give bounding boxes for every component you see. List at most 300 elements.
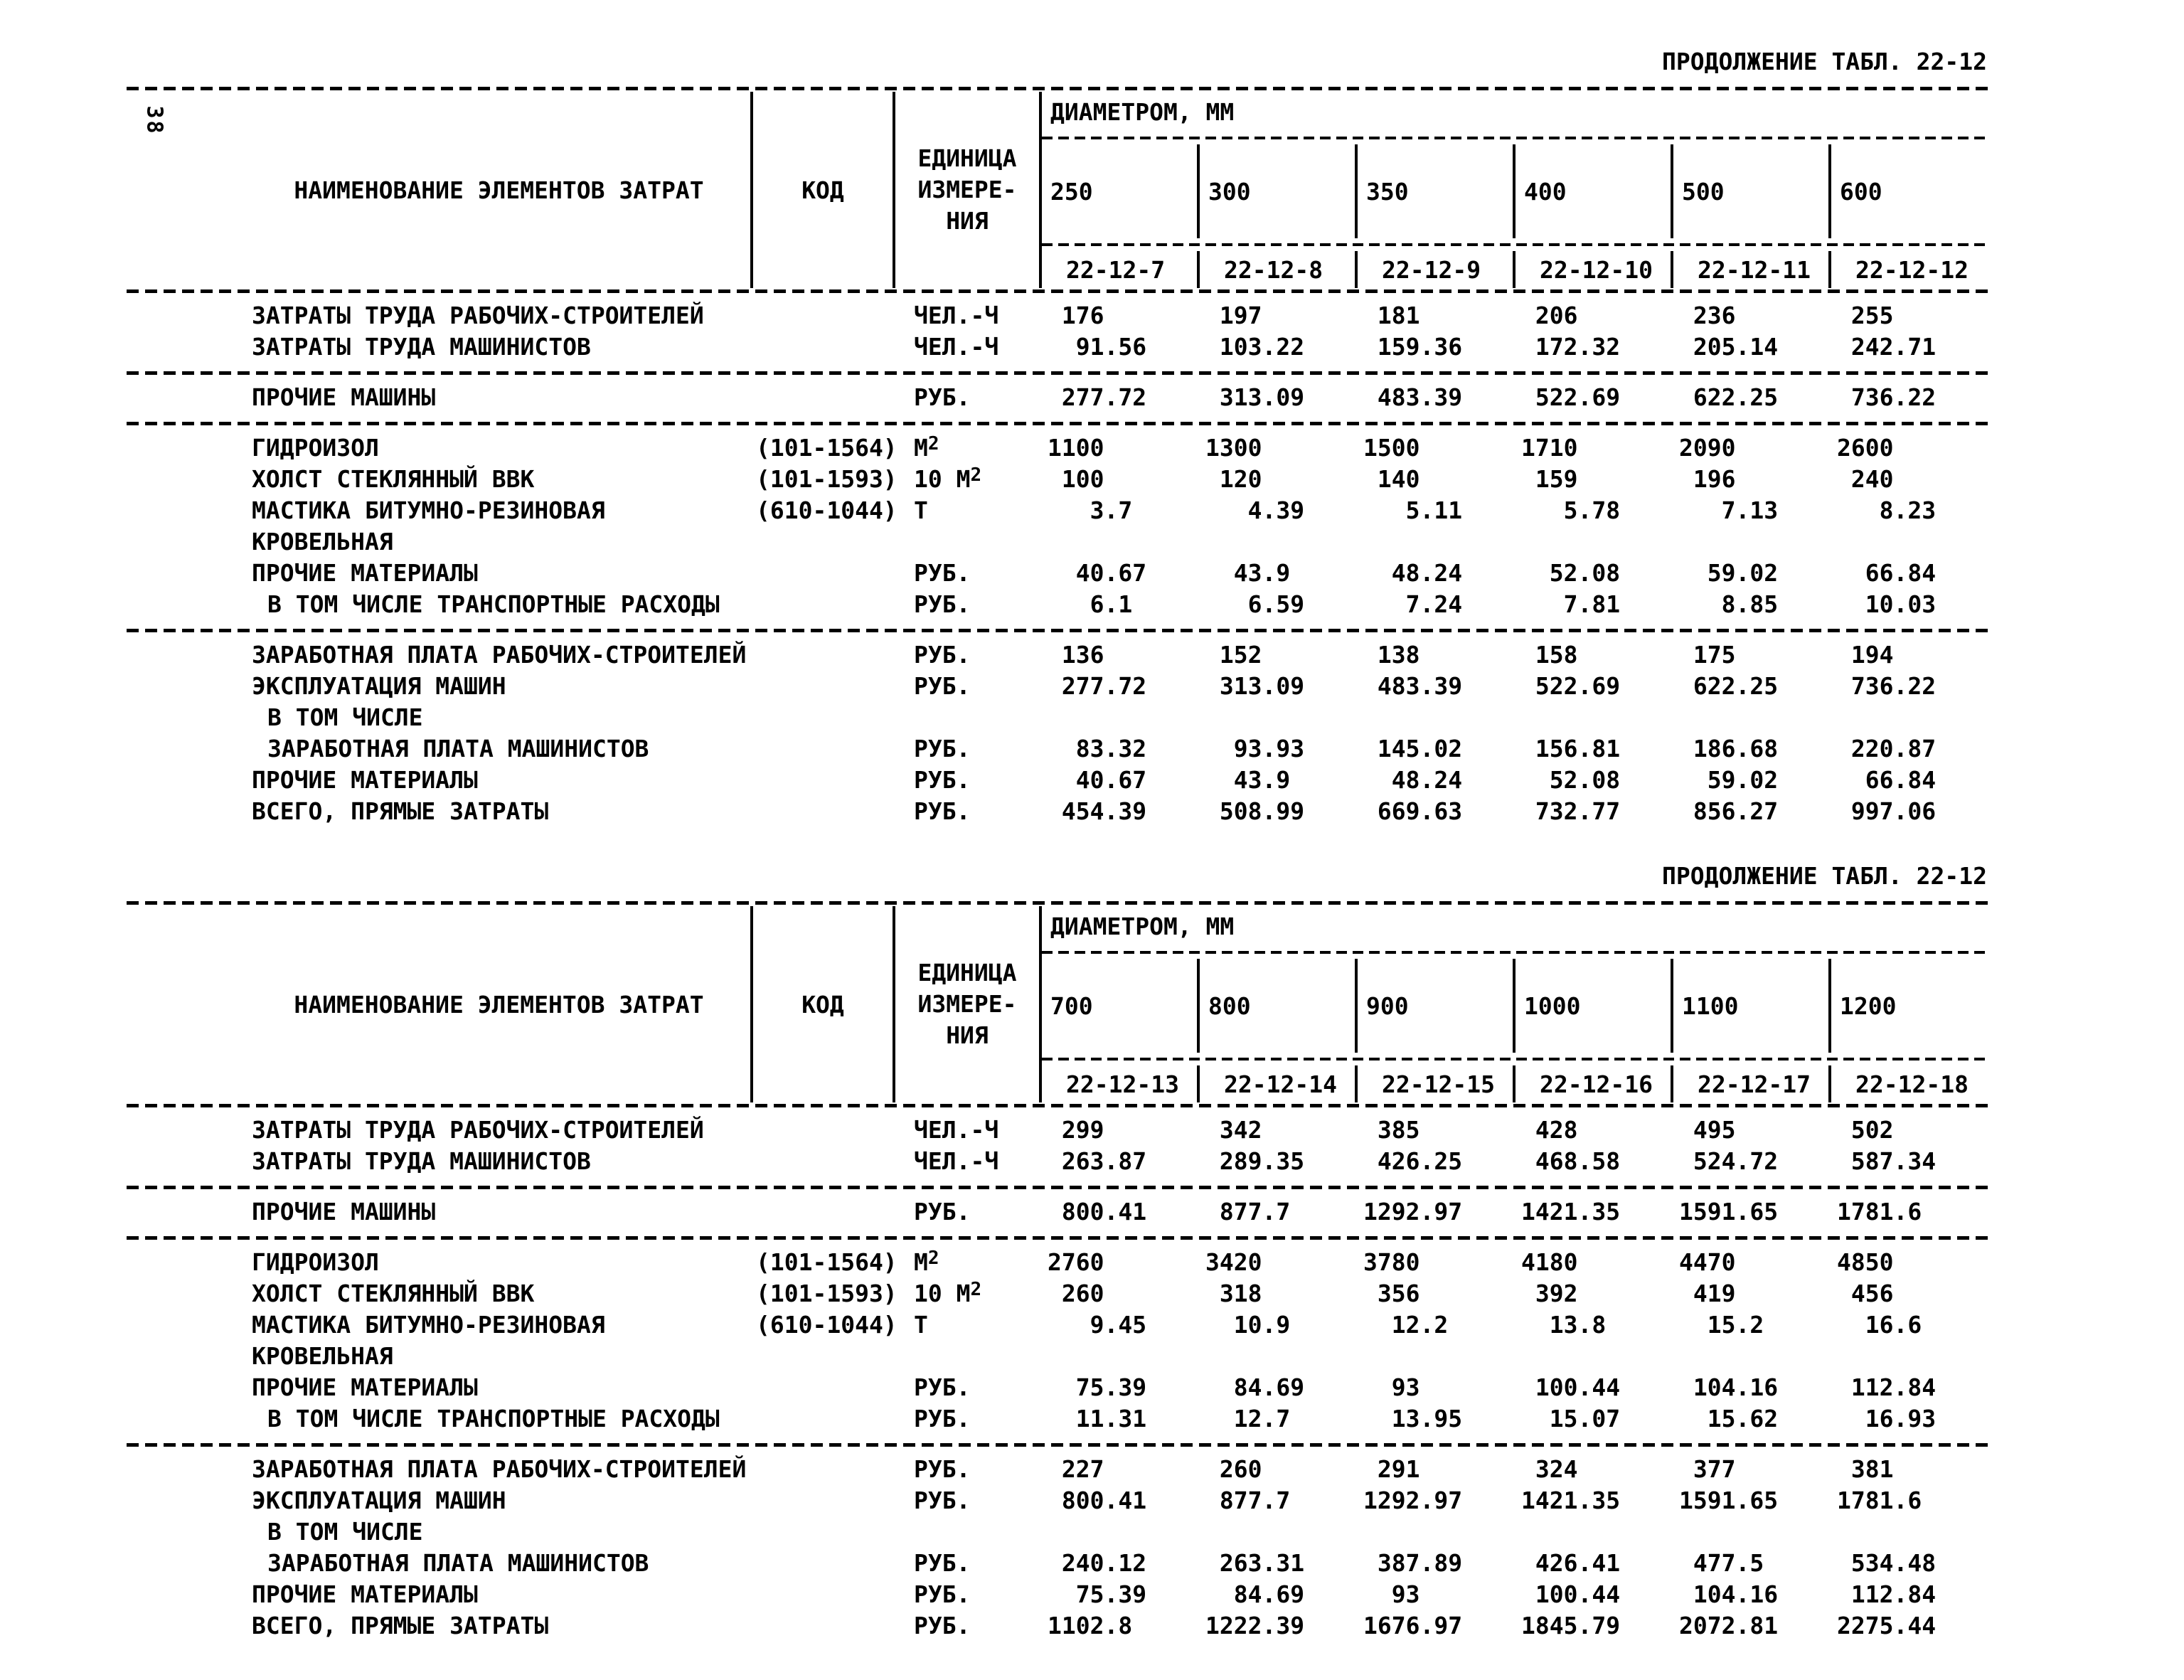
row-value: 75.39 [1048,1580,1147,1608]
table-row [127,432,1991,464]
table-row [127,796,1991,827]
table-row [127,526,1991,558]
row-unit [893,702,1039,733]
diameter-header: 500 [1671,144,1828,238]
row-value: 1300 [1205,434,1262,462]
row-code [750,1485,893,1516]
row-value: 1591.65 [1679,1487,1779,1514]
table-row [127,1403,1991,1435]
row-value: 59.02 [1679,766,1779,794]
row-value: 3.7 [1048,496,1133,524]
table-row [127,1454,1991,1485]
row-value: 52.08 [1521,559,1621,587]
row-value: 172.32 [1521,333,1621,361]
table-row [127,1196,1991,1228]
row-value: 289.35 [1205,1147,1305,1175]
rate-code-header: 22-12-7 [1039,251,1197,288]
table-row [127,1146,1991,1177]
rate-code-header: 22-12-16 [1513,1065,1671,1102]
row-name: КРОВЕЛЬНАЯ [252,528,393,555]
row-unit: Т [914,1311,928,1339]
row-unit: $М^2$ [914,1248,939,1276]
table-row [127,589,1991,620]
row-value: 468.58 [1521,1147,1621,1175]
row-name: ПРОЧИЕ МАТЕРИАЛЫ [252,766,478,794]
row-value: 2600 [1837,434,1894,462]
row-value: 426.25 [1363,1147,1463,1175]
row-value: 456 [1837,1280,1894,1307]
row-value: 997.06 [1837,797,1937,825]
row-value: 483.39 [1363,383,1463,411]
row-unit: ЧЕЛ.-Ч [914,302,999,329]
row-value: 181 [1363,302,1420,329]
row-value: 196 [1679,465,1736,493]
row-value: 83.32 [1048,735,1147,762]
diameter-header: 300 [1197,144,1355,238]
row-value: 3420 [1205,1248,1262,1276]
row-name: ХОЛСТ СТЕКЛЯННЫЙ ВВК [252,1280,535,1307]
table-top-rule [127,901,1991,905]
row-name: ХОЛСТ СТЕКЛЯННЫЙ ВВК [252,465,535,493]
row-value: 11.31 [1048,1405,1147,1432]
row-value: 1421.35 [1521,1198,1621,1226]
table-row [127,558,1991,589]
table-section [127,1107,1991,1186]
row-code [750,671,893,702]
row-unit: РУБ. [914,1612,971,1639]
row-code [750,1372,893,1403]
row-name: ПРОЧИЕ МАТЕРИАЛЫ [252,559,478,587]
row-unit: РУБ. [914,641,971,669]
table-row [127,464,1991,495]
row-value: 392 [1521,1280,1578,1307]
header-unit-line: ЕДИНИЦА [917,959,1017,987]
row-name: ЗАРАБОТНАЯ ПЛАТА МАШИНИСТОВ [267,1549,649,1577]
table-row [127,382,1991,413]
row-value: 522.69 [1521,672,1621,700]
row-value: 158 [1521,641,1578,669]
row-value: 622.25 [1679,672,1779,700]
row-value: 1292.97 [1363,1487,1463,1514]
row-value: 159.36 [1363,333,1463,361]
row-unit: 10 $М^2$ [914,464,982,493]
row-name: КРОВЕЛЬНАЯ [252,1342,393,1370]
row-value: 120 [1205,465,1262,493]
row-value: 377 [1679,1455,1736,1483]
row-value: 59.02 [1679,559,1779,587]
row-name: ЗАТРАТЫ ТРУДА МАШИНИСТОВ [252,1147,591,1175]
row-name: ГИДРОИЗОЛ [252,434,379,462]
row-value: 2090 [1679,434,1736,462]
row-value: 4470 [1679,1248,1736,1276]
header-divider [1039,1053,1986,1065]
header-name-label: НАИМЕНОВАНИЕ ЭЛЕМЕНТОВ ЗАТРАТ [294,176,704,204]
rate-code-header: 22-12-9 [1355,251,1513,288]
row-value: 159 [1521,465,1578,493]
diameter-header: 400 [1513,144,1671,238]
table-body [127,293,1991,836]
row-code: (101-1593) [756,465,897,493]
table-row [127,1115,1991,1146]
table-row [127,1579,1991,1610]
row-value: 206 [1521,302,1578,329]
row-name: В ТОМ ЧИСЛЕ [267,1518,423,1546]
rate-code-header: 22-12-11 [1671,251,1828,288]
table-row [127,1309,1991,1341]
row-name: ПРОЧИЕ МАТЕРИАЛЫ [252,1580,478,1608]
table-row [127,733,1991,765]
header-diameter-group-label: ДИАМЕТРОМ, ММ [1039,906,1986,946]
diameter-header: 350 [1355,144,1513,238]
row-value: 800.41 [1048,1487,1147,1514]
row-code [750,331,893,363]
table-section [127,1240,1991,1443]
row-value: 263.87 [1048,1147,1147,1175]
row-value: 240.12 [1048,1549,1147,1577]
row-value: 175 [1679,641,1736,669]
row-value: 877.7 [1205,1198,1291,1226]
row-code [750,1454,893,1485]
diameter-header: 600 [1828,144,1986,238]
row-value: 495 [1679,1116,1736,1144]
row-value: 3780 [1363,1248,1420,1276]
row-value: 13.95 [1363,1405,1463,1432]
document-sheet [127,46,1991,1650]
row-name: ЗАТРАТЫ ТРУДА РАБОЧИХ-СТРОИТЕЛЕЙ [252,1116,704,1144]
row-name: В ТОМ ЧИСЛЕ ТРАНСПОРТНЫЕ РАСХОДЫ [267,1405,720,1432]
row-value: 236 [1679,302,1736,329]
row-value: 227 [1048,1455,1104,1483]
row-value: 1591.65 [1679,1198,1779,1226]
row-unit: РУБ. [914,1198,971,1226]
table-row [127,331,1991,363]
row-value: 1500 [1363,434,1420,462]
row-value: 12.2 [1363,1311,1449,1339]
row-value: 356 [1363,1280,1420,1307]
header-unit-line: ЕДИНИЦА [917,144,1017,172]
row-name: ПРОЧИЕ МАШИНЫ [252,383,436,411]
row-code [750,765,893,796]
row-value: 277.72 [1048,672,1147,700]
row-name: ЗАРАБОТНАЯ ПЛАТА РАБОЧИХ-СТРОИТЕЛЕЙ [252,1455,747,1483]
row-value: 428 [1521,1116,1578,1144]
row-value: 16.93 [1837,1405,1937,1432]
table-row [127,702,1991,733]
row-value: 140 [1363,465,1420,493]
row-value: 736.22 [1837,383,1937,411]
page-number: 38 [142,105,167,136]
row-value: 240 [1837,465,1894,493]
row-code [750,1403,893,1435]
cost-table-continuation-2 [127,860,1991,1650]
row-value: 260 [1048,1280,1104,1307]
table-header [127,92,1991,288]
table-section [127,425,1991,629]
row-value: 1421.35 [1521,1487,1621,1514]
row-name: В ТОМ ЧИСЛЕ [267,703,423,731]
rate-code-header: 22-12-18 [1828,1065,1986,1102]
row-name: ВСЕГО, ПРЯМЫЕ ЗАТРАТЫ [252,797,549,825]
row-name: ЗАРАБОТНАЯ ПЛАТА РАБОЧИХ-СТРОИТЕЛЕЙ [252,641,747,669]
row-value: 145.02 [1363,735,1463,762]
table-header [127,906,1991,1102]
row-value: 43.9 [1205,559,1291,587]
row-value: 100 [1048,465,1104,493]
rate-code-header: 22-12-15 [1355,1065,1513,1102]
row-value: 152 [1205,641,1262,669]
row-unit: ЧЕЛ.-Ч [914,1116,999,1144]
header-unit-line: НИЯ [946,1021,989,1049]
table-caption: ПРОДОЛЖЕНИЕ ТАБЛ. 22-12 [1662,48,1987,75]
row-name: ЗАТРАТЫ ТРУДА РАБОЧИХ-СТРОИТЕЛЕЙ [252,302,704,329]
row-value: 10.9 [1205,1311,1291,1339]
table-row [127,300,1991,331]
row-name: ГИДРОИЗОЛ [252,1248,379,1276]
header-unit-line: НИЯ [946,207,989,235]
rate-code-header: 22-12-10 [1513,251,1671,288]
row-value: 1676.97 [1363,1612,1463,1639]
row-value: 1222.39 [1205,1612,1305,1639]
row-name: ЗАРАБОТНАЯ ПЛАТА МАШИНИСТОВ [267,735,649,762]
row-value: 138 [1363,641,1420,669]
header-code-label: КОД [750,906,893,1102]
row-value: 524.72 [1679,1147,1779,1175]
header-divider [1039,946,1986,959]
row-value: 877.7 [1205,1487,1291,1514]
row-value: 4850 [1837,1248,1894,1276]
row-code [750,639,893,671]
table-section [127,632,1991,836]
row-value: 4.39 [1205,496,1305,524]
row-value: 48.24 [1363,559,1463,587]
diameter-header: 900 [1355,959,1513,1053]
table-row [127,671,1991,702]
row-value: 112.84 [1837,1373,1937,1401]
row-unit: РУБ. [914,1405,971,1432]
row-code [750,1196,893,1228]
table-row [127,1247,1991,1278]
row-code [750,702,893,733]
row-value: 318 [1205,1280,1262,1307]
rate-code-header: 22-12-17 [1671,1065,1828,1102]
table-section [127,293,1991,371]
row-value: 387.89 [1363,1549,1463,1577]
table-row [127,1372,1991,1403]
row-name: МАСТИКА БИТУМНО-РЕЗИНОВАЯ [252,1311,605,1339]
row-value: 7.13 [1679,496,1779,524]
row-code: (101-1564) [756,434,897,462]
row-value: 15.62 [1679,1405,1779,1432]
row-value: 91.56 [1048,333,1147,361]
row-unit: РУБ. [914,1373,971,1401]
row-code [750,382,893,413]
header-unit-label [893,92,1039,288]
row-value: 502 [1837,1116,1894,1144]
rate-code-header: 22-12-8 [1197,251,1355,288]
row-value: 587.34 [1837,1147,1937,1175]
row-name: ПРОЧИЕ МАШИНЫ [252,1198,436,1226]
row-unit: ЧЕЛ.-Ч [914,1147,999,1175]
row-value: 255 [1837,302,1894,329]
row-value: 103.22 [1205,333,1305,361]
row-value: 93.93 [1205,735,1305,762]
row-value: 7.81 [1521,590,1621,618]
row-code [750,1115,893,1146]
row-value: 93 [1363,1373,1420,1401]
diameter-header: 800 [1197,959,1355,1053]
row-value: 52.08 [1521,766,1621,794]
row-code [750,1610,893,1642]
row-value: 1100 [1048,434,1104,462]
row-unit: РУБ. [914,559,971,587]
row-value: 291 [1363,1455,1420,1483]
row-name: ПРОЧИЕ МАТЕРИАЛЫ [252,1373,478,1401]
row-value: 8.85 [1679,590,1779,618]
row-value: 8.23 [1837,496,1937,524]
row-unit: РУБ. [914,672,971,700]
row-value: 12.7 [1205,1405,1291,1432]
row-unit [893,1516,1039,1548]
row-value: 732.77 [1521,797,1621,825]
row-value: 194 [1837,641,1894,669]
row-value: 112.84 [1837,1580,1937,1608]
row-value: 156.81 [1521,735,1621,762]
row-value: 136 [1048,641,1104,669]
cost-table-continuation-1 [127,46,1991,836]
header-diameter-group-label: ДИАМЕТРОМ, ММ [1039,92,1986,132]
row-value: 84.69 [1205,1373,1305,1401]
row-value: 4180 [1521,1248,1578,1276]
row-value: 260 [1205,1455,1262,1483]
row-value: 48.24 [1363,766,1463,794]
row-value: 800.41 [1048,1198,1147,1226]
row-unit: РУБ. [914,1549,971,1577]
row-value: 426.41 [1521,1549,1621,1577]
row-unit: РУБ. [914,1455,971,1483]
header-divider [1039,132,1986,144]
row-value: 277.72 [1048,383,1147,411]
row-value: 299 [1048,1116,1104,1144]
row-value: 10.03 [1837,590,1937,618]
row-value: 15.07 [1521,1405,1621,1432]
row-value: 100.44 [1521,1580,1621,1608]
row-value: 13.8 [1521,1311,1607,1339]
table-row [127,639,1991,671]
header-divider [1039,238,1986,251]
row-value: 2072.81 [1679,1612,1779,1639]
row-value: 186.68 [1679,735,1779,762]
row-value: 1292.97 [1363,1198,1463,1226]
row-value: 6.59 [1205,590,1305,618]
row-value: 313.09 [1205,383,1305,411]
row-value: 7.24 [1363,590,1463,618]
row-unit: РУБ. [914,1580,971,1608]
row-unit: РУБ. [914,383,971,411]
row-value: 104.16 [1679,1580,1779,1608]
header-unit-label [893,906,1039,1102]
row-name: ЭКСПЛУАТАЦИЯ МАШИН [252,1487,506,1514]
row-code: (101-1564) [756,1248,897,1276]
row-value: 176 [1048,302,1104,329]
row-value: 40.67 [1048,766,1147,794]
row-value: 534.48 [1837,1549,1937,1577]
table-top-rule [127,87,1991,90]
row-code: (610-1044) [756,496,897,524]
row-value: 16.6 [1837,1311,1922,1339]
row-value: 1845.79 [1521,1612,1621,1639]
row-value: 522.69 [1521,383,1621,411]
row-value: 40.67 [1048,559,1147,587]
row-value: 15.2 [1679,1311,1764,1339]
row-code [750,733,893,765]
row-code [750,796,893,827]
row-value: 5.78 [1521,496,1621,524]
diameter-header: 1200 [1828,959,1986,1053]
row-value: 856.27 [1679,797,1779,825]
row-name: ВСЕГО, ПРЯМЫЕ ЗАТРАТЫ [252,1612,549,1639]
table-row [127,1548,1991,1579]
table-row [127,1516,1991,1548]
row-value: 1781.6 [1837,1198,1922,1226]
row-unit: РУБ. [914,1487,971,1514]
table-section [127,375,1991,422]
row-value: 104.16 [1679,1373,1779,1401]
row-unit: 10 $М^2$ [914,1279,982,1307]
rate-code-header: 22-12-14 [1197,1065,1355,1102]
row-unit [893,1341,1039,1372]
row-value: 205.14 [1679,333,1779,361]
row-value: 1710 [1521,434,1578,462]
row-value: 313.09 [1205,672,1305,700]
row-code [750,1341,893,1372]
row-value: 477.5 [1679,1549,1764,1577]
header-name-label: НАИМЕНОВАНИЕ ЭЛЕМЕНТОВ ЗАТРАТ [294,990,704,1019]
table-section [127,1447,1991,1650]
row-name: В ТОМ ЧИСЛЕ ТРАНСПОРТНЫЕ РАСХОДЫ [267,590,720,618]
row-value: 100.44 [1521,1373,1621,1401]
row-value: 669.63 [1363,797,1463,825]
diameter-header: 700 [1039,959,1197,1053]
row-value: 419 [1679,1280,1736,1307]
rate-code-header: 22-12-13 [1039,1065,1197,1102]
row-value: 93 [1363,1580,1420,1608]
row-code [750,1516,893,1548]
row-value: 75.39 [1048,1373,1147,1401]
row-value: 220.87 [1837,735,1937,762]
row-unit: РУБ. [914,735,971,762]
row-code [750,589,893,620]
row-name: ЗАТРАТЫ ТРУДА МАШИНИСТОВ [252,333,591,361]
row-value: 43.9 [1205,766,1291,794]
row-value: 263.31 [1205,1549,1305,1577]
row-code [750,1146,893,1177]
table-row [127,765,1991,796]
row-code: (101-1593) [756,1280,897,1307]
row-value: 66.84 [1837,559,1937,587]
row-value: 6.1 [1048,590,1133,618]
row-unit: РУБ. [914,590,971,618]
row-value: 84.69 [1205,1580,1305,1608]
row-name: ЭКСПЛУАТАЦИЯ МАШИН [252,672,506,700]
row-code [750,300,893,331]
rate-code-header: 22-12-12 [1828,251,1986,288]
row-value: 242.71 [1837,333,1937,361]
row-code [750,1548,893,1579]
row-value: 622.25 [1679,383,1779,411]
diameter-header: 1000 [1513,959,1671,1053]
row-value: 1781.6 [1837,1487,1922,1514]
table-row [127,495,1991,526]
